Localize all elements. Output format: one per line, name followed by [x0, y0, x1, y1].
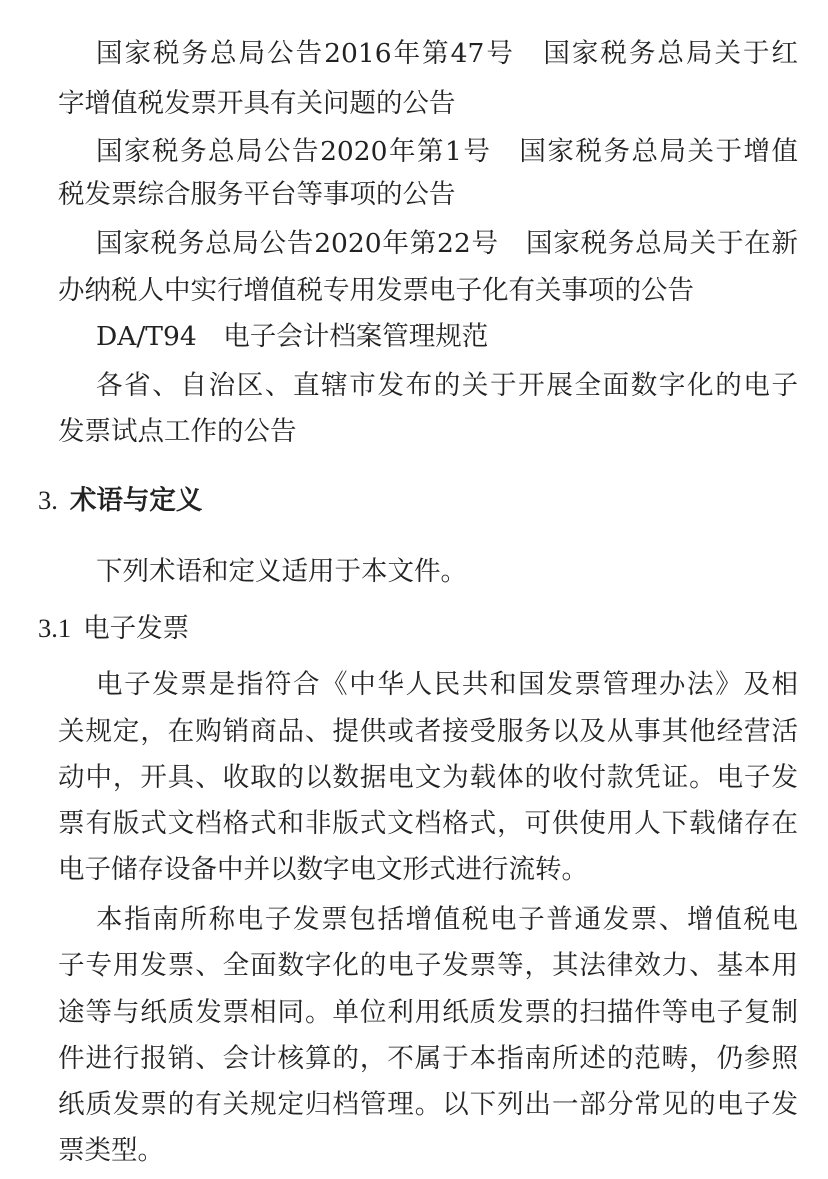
paragraph-2-line-6: 票类型。 — [58, 1135, 164, 1166]
section-3-intro: 下列术语和定义适用于本文件。 — [96, 556, 467, 587]
paragraph-1-line-1: 电子发票是指符合《中华人民共和国发票管理办法》及相 — [96, 669, 798, 700]
paragraph-1-line-2: 关规定，在购销商品、提供或者接受服务以及从事其他经营活 — [58, 716, 798, 747]
section-3-heading — [38, 482, 202, 519]
section-3-1-title: 电子发票 — [83, 613, 190, 644]
reference-4-line-1: DA/T94 电子会计档案管理规范 — [96, 321, 489, 352]
paragraph-1-line-4: 票有版式文档格式和非版式文档格式，可供使用人下载储存在 — [58, 808, 798, 839]
reference-5-line-1: 各省、自治区、直辖市发布的关于开展全面数字化的电子 — [96, 370, 798, 401]
paragraph-2-line-5: 纸质发票的有关规定归档管理。以下列出一部分常见的电子发 — [58, 1089, 798, 1120]
paragraph-2-line-4: 件进行报销、会计核算的，不属于本指南所述的范畴，仍参照 — [58, 1043, 798, 1074]
paragraph-2-line-2: 子专用发票、全面数字化的电子发票等，其法律效力、基本用 — [58, 950, 798, 981]
paragraph-1-line-3: 动中，开具、收取的以数据电文为载体的收付款凭证。电子发 — [58, 762, 798, 793]
reference-1-line-2: 字增值税发票开具有关问题的公告 — [58, 88, 456, 119]
paragraph-2-line-1: 本指南所称电子发票包括增值税电子普通发票、增值税电 — [96, 904, 798, 935]
section-3-number: 3. — [38, 485, 58, 515]
reference-3-line-2: 办纳税人中实行增值税专用发票电子化有关事项的公告 — [58, 275, 694, 306]
reference-3-line-1: 国家税务总局公告2020年第22号 国家税务总局关于在新 — [96, 228, 798, 259]
reference-5-line-2: 发票试点工作的公告 — [58, 416, 297, 447]
paragraph-2-line-3: 途等与纸质发票相同。单位利用纸质发票的扫描件等电子复制 — [58, 997, 798, 1028]
section-3-1-heading — [38, 610, 189, 647]
section-3-1-number: 3.1 — [38, 613, 72, 643]
paragraph-1-line-5: 电子储存设备中并以数字电文形式进行流转。 — [58, 854, 588, 885]
reference-1-line-1: 国家税务总局公告2016年第47号 国家税务总局关于红 — [96, 38, 798, 69]
reference-2-line-1: 国家税务总局公告2020年第1号 国家税务总局关于增值 — [96, 136, 798, 167]
reference-2-line-2: 税发票综合服务平台等事项的公告 — [58, 179, 456, 210]
section-3-title: 术语与定义 — [69, 485, 203, 516]
